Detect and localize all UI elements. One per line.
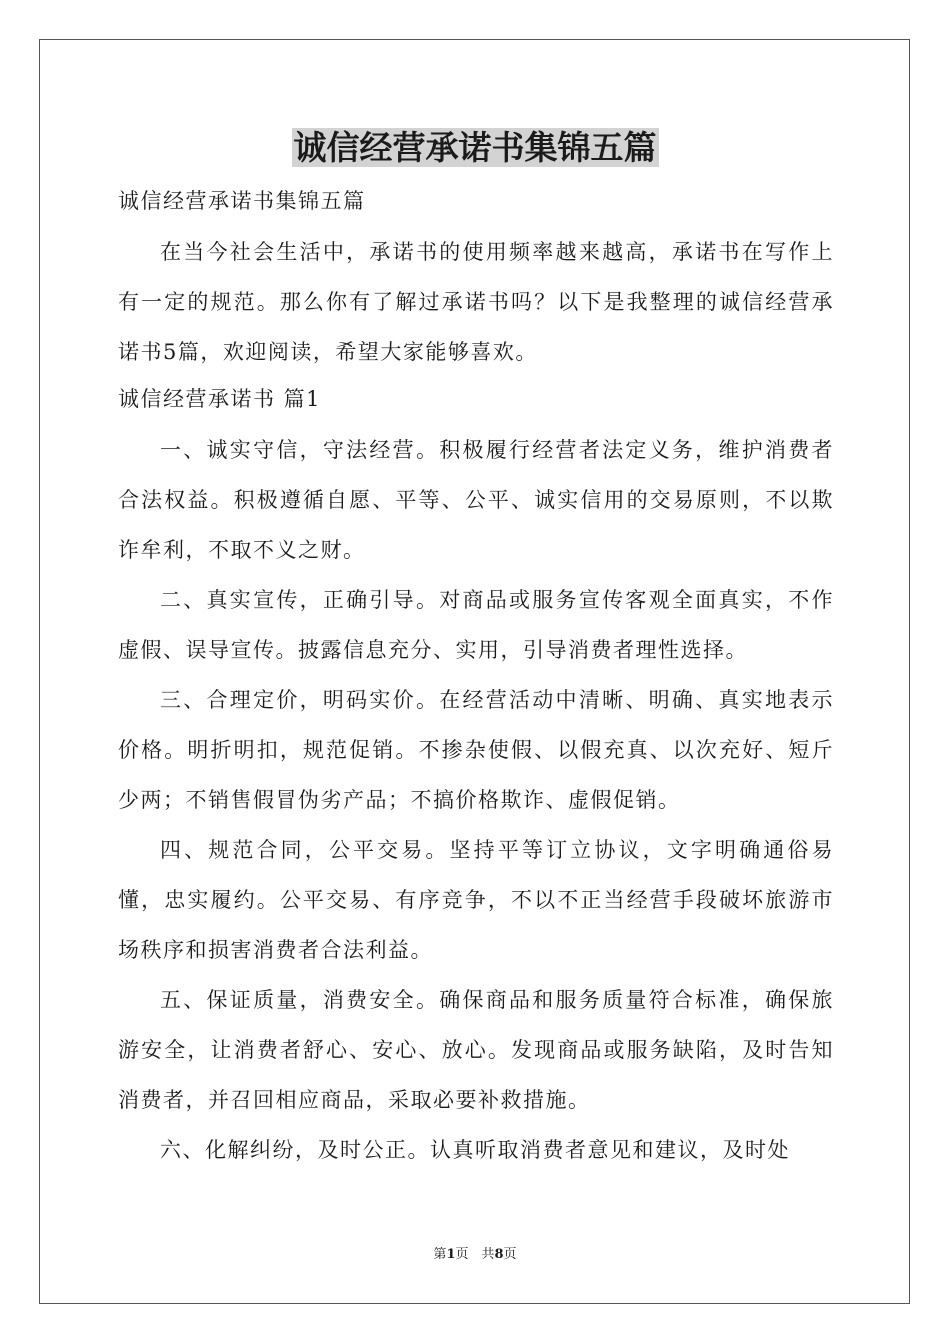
footer-page-suffix: 页 [503,1247,517,1262]
document-title-text: 诚信经营承诺书集锦五篇 [293,128,657,167]
document-body [118,181,834,1175]
document-subtitle: 诚信经营承诺书集锦五篇 [118,189,366,213]
page-footer [0,1245,950,1265]
footer-page-total: 8 [494,1247,504,1262]
footer-page-prefix: 第 [433,1247,447,1262]
commitment-item-2: 二、真实宣传，正确引导。对商品或服务宣传客观全面真实，不作虚假、误导宣传。披露信息充分、实用，引导消费者理性选择。 [118,588,834,662]
footer-page-mid: 页 共 [455,1247,495,1262]
intro-paragraph: 在当今社会生活中，承诺书的使用频率越来越高，承诺书在写作上有一定的规范。那么你有了解过承诺书吗？以下是我整理的诚信经营承诺书5篇，欢迎阅读，希望大家能够喜欢。 [118,240,834,364]
commitment-item-4: 四、规范合同，公平交易。坚持平等订立协议，文字明确通俗易懂，忠实履约。公平交易、有序竞争，不以不正当经营手段破坏旅游市场秩序和损害消费者合法利益。 [118,838,834,962]
commitment-item-1: 一、诚实守信，守法经营。积极履行经营者法定义务，维护消费者合法权益。积极遵循自愿、平等、公平、诚实信用的交易原则，不以欺诈牟利，不取不义之财。 [118,438,834,562]
commitment-item-6: 六、化解纠纷，及时公正。认真听取消费者意见和建议，及时处 [160,1138,790,1162]
section-heading: 诚信经营承诺书 篇1 [118,387,322,411]
commitment-item-3: 三、合理定价，明码实价。在经营活动中清晰、明确、真实地表示价格。明折明扣，规范促销。不掺杂使假、以假充真、以次充好、短斤少两；不销售假冒伪劣产品；不搞价格欺诈、虚假促销。 [118,688,834,812]
footer-page-current: 1 [446,1247,456,1262]
document-title [0,124,950,172]
commitment-item-5: 五、保证质量，消费安全。确保商品和服务质量符合标准，确保旅游安全，让消费者舒心、安心、放心。发现商品或服务缺陷，及时告知消费者，并召回相应商品，采取必要补救措施。 [118,988,834,1112]
